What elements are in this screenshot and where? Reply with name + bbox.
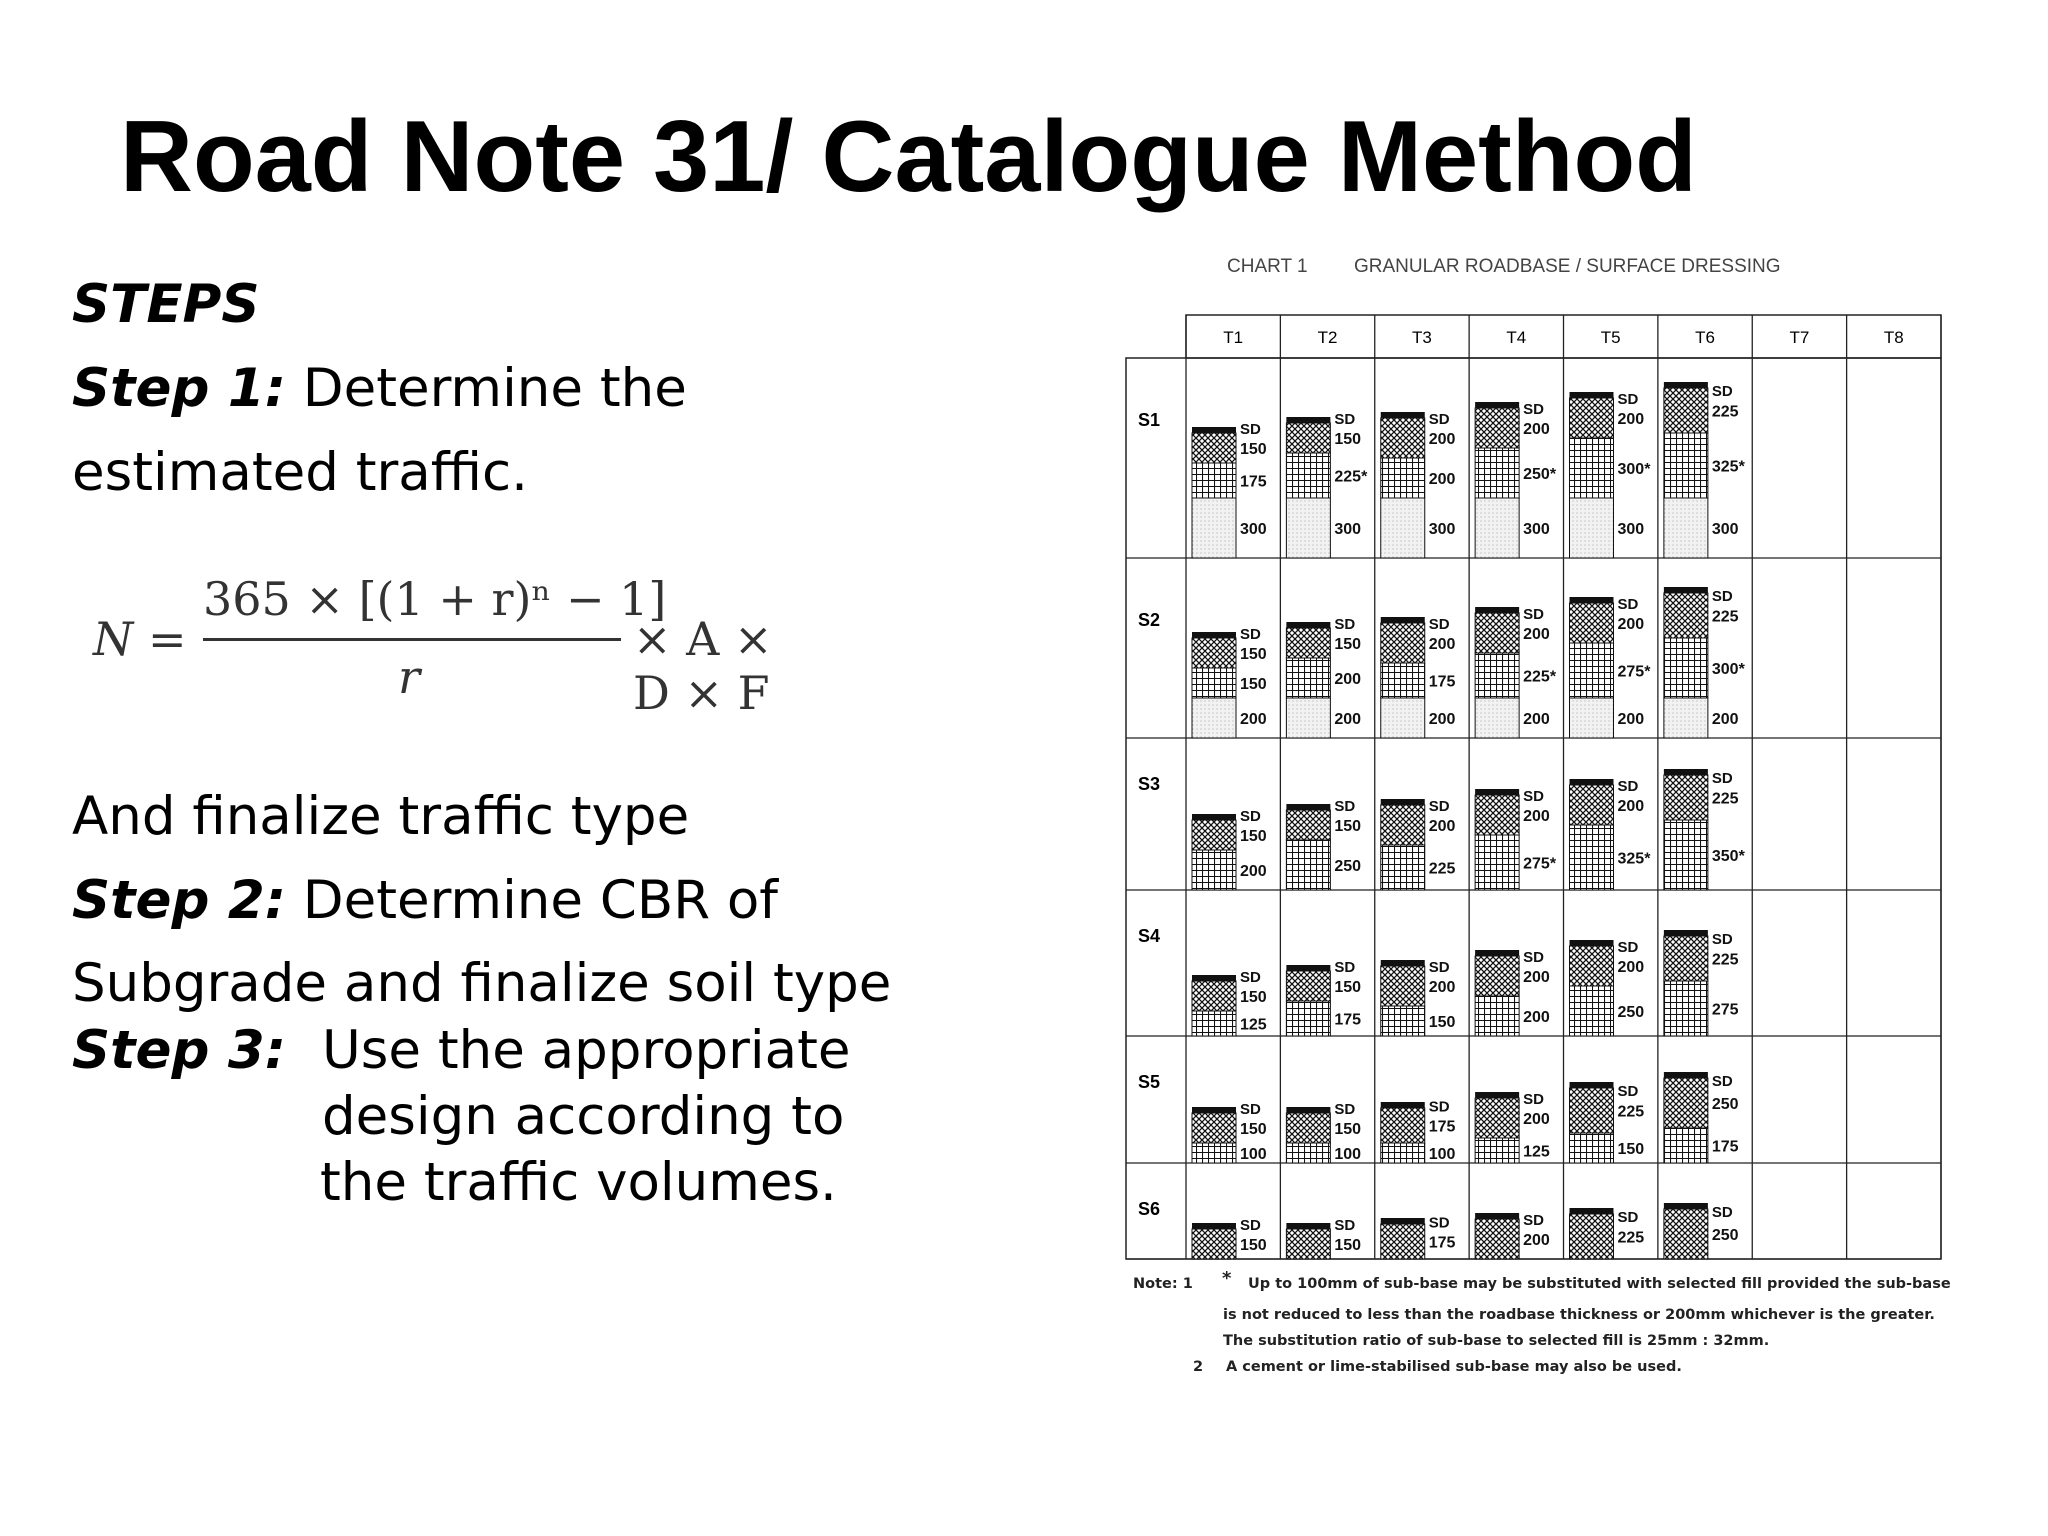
surface-dressing-label: SD bbox=[1617, 1083, 1639, 1100]
fraction-bar bbox=[203, 638, 621, 641]
surface-dressing-label: SD bbox=[1617, 596, 1639, 613]
step-3-text: Use the appropriate bbox=[322, 1020, 851, 1081]
surface-dressing-layer bbox=[1286, 965, 1330, 971]
traffic-formula bbox=[93, 572, 823, 720]
roadbase-layer bbox=[1570, 946, 1614, 986]
surface-dressing-label: SD bbox=[1240, 1101, 1261, 1118]
subbase-layer bbox=[1286, 453, 1330, 498]
subbase-layer bbox=[1475, 996, 1519, 1036]
subbase-layer bbox=[1286, 1001, 1330, 1036]
note-line-3: The substitution ratio of sub-base to selected fill is 25mm : 32mm. bbox=[1223, 1333, 1770, 1349]
selected-fill-layer-label: 300 bbox=[1240, 521, 1267, 538]
subbase-layer-label: 275* bbox=[1523, 855, 1557, 873]
roadbase-layer bbox=[1286, 1113, 1330, 1143]
column-header-t8: T8 bbox=[1883, 328, 1904, 347]
subbase-layer-label: 125 bbox=[1523, 1143, 1550, 1161]
roadbase-layer-label: 200 bbox=[1428, 636, 1456, 653]
roadbase-layer-label: 200 bbox=[1617, 616, 1645, 633]
surface-dressing-label: SD bbox=[1334, 798, 1356, 815]
roadbase-layer bbox=[1570, 1088, 1614, 1133]
subbase-layer-label: 200 bbox=[1523, 1009, 1550, 1026]
roadbase-layer-label: 150 bbox=[1240, 1237, 1267, 1254]
selected-fill-layer-label: 300 bbox=[1334, 521, 1362, 538]
subbase-layer bbox=[1664, 981, 1708, 1036]
subbase-layer bbox=[1192, 668, 1236, 698]
surface-dressing-label: SD bbox=[1240, 808, 1261, 825]
surface-dressing-label: SD bbox=[1334, 959, 1356, 976]
row-label-s3: S3 bbox=[1138, 774, 1161, 794]
roadbase-layer bbox=[1286, 810, 1330, 840]
roadbase-layer bbox=[1192, 1229, 1236, 1259]
subbase-layer-label: 250 bbox=[1334, 858, 1362, 875]
roadbase-layer-label: 150 bbox=[1334, 979, 1362, 996]
surface-dressing-label: SD bbox=[1334, 411, 1356, 428]
surface-dressing-label: SD bbox=[1523, 788, 1544, 805]
roadbase-layer bbox=[1570, 1214, 1614, 1259]
roadbase-layer-label: 200 bbox=[1428, 979, 1456, 996]
surface-dressing-label: SD bbox=[1334, 1101, 1356, 1118]
roadbase-layer-label: 225 bbox=[1711, 403, 1739, 421]
surface-dressing-label: SD bbox=[1711, 1204, 1733, 1221]
note-line-2: is not reduced to less than the roadbase thickness or 200mm whichever is the greater. bbox=[1223, 1307, 1935, 1323]
roadbase-layer-label: 200 bbox=[1523, 421, 1550, 438]
surface-dressing-layer bbox=[1570, 597, 1614, 603]
subbase-layer-label: 200 bbox=[1240, 863, 1267, 880]
surface-dressing-label: SD bbox=[1711, 1073, 1733, 1090]
roadbase-layer-label: 200 bbox=[1523, 969, 1550, 986]
subbase-layer-label: 200 bbox=[1428, 471, 1456, 488]
subbase-layer-label: 150 bbox=[1240, 676, 1267, 693]
surface-dressing-layer bbox=[1192, 1107, 1236, 1113]
roadbase-layer bbox=[1381, 966, 1425, 1006]
selected-fill-layer-label: 300 bbox=[1523, 521, 1550, 538]
roadbase-layer-label: 200 bbox=[1428, 818, 1456, 835]
selected-fill-layer-label: 200 bbox=[1428, 711, 1456, 728]
subbase-layer bbox=[1286, 1143, 1330, 1163]
roadbase-layer bbox=[1570, 398, 1614, 438]
subbase-layer bbox=[1192, 463, 1236, 498]
subbase-layer bbox=[1475, 1138, 1519, 1163]
roadbase-layer-label: 200 bbox=[1523, 626, 1550, 643]
surface-dressing-layer bbox=[1192, 814, 1236, 820]
selected-fill-layer bbox=[1286, 498, 1330, 558]
roadbase-layer bbox=[1664, 775, 1708, 820]
surface-dressing-label: SD bbox=[1711, 588, 1733, 605]
surface-dressing-layer bbox=[1381, 1102, 1425, 1108]
selected-fill-layer bbox=[1381, 498, 1425, 558]
column-header-t2: T2 bbox=[1317, 328, 1338, 347]
roadbase-layer-label: 250 bbox=[1711, 1227, 1739, 1244]
selected-fill-layer-label: 200 bbox=[1523, 711, 1550, 728]
roadbase-layer bbox=[1664, 593, 1708, 638]
roadbase-layer-label: 150 bbox=[1334, 431, 1362, 448]
surface-dressing-layer bbox=[1286, 622, 1330, 628]
surface-dressing-label: SD bbox=[1711, 383, 1733, 400]
selected-fill-layer bbox=[1475, 498, 1519, 558]
column-header-t3: T3 bbox=[1412, 328, 1432, 347]
note-2-label: 2 bbox=[1193, 1359, 1204, 1375]
note-line-1: Up to 100mm of sub-base may be substituted with selected fill provided the sub-base bbox=[1248, 1276, 1951, 1292]
subbase-layer-label: 275 bbox=[1711, 1001, 1739, 1019]
subbase-layer-label: 325* bbox=[1617, 850, 1651, 868]
roadbase-layer bbox=[1664, 1078, 1708, 1128]
roadbase-layer-label: 200 bbox=[1523, 1111, 1550, 1128]
roadbase-layer-label: 175 bbox=[1428, 1118, 1456, 1136]
subbase-layer bbox=[1570, 1133, 1614, 1163]
subbase-layer bbox=[1192, 850, 1236, 890]
roadbase-layer bbox=[1475, 1219, 1519, 1259]
roadbase-layer-label: 150 bbox=[1240, 646, 1267, 663]
step-2: Step 2: Determine CBR of bbox=[72, 870, 778, 931]
selected-fill-layer-label: 200 bbox=[1334, 711, 1362, 728]
roadbase-layer bbox=[1286, 971, 1330, 1001]
slide-title: Road Note 31/ Catalogue Method bbox=[120, 101, 1697, 213]
surface-dressing-label: SD bbox=[1240, 969, 1261, 986]
roadbase-layer bbox=[1475, 956, 1519, 996]
surface-dressing-label: SD bbox=[1523, 401, 1544, 418]
subbase-layer-label: 175 bbox=[1711, 1138, 1739, 1156]
surface-dressing-label: SD bbox=[1711, 931, 1733, 948]
roadbase-layer bbox=[1192, 1113, 1236, 1143]
subbase-layer-label: 150 bbox=[1428, 1014, 1456, 1031]
surface-dressing-layer bbox=[1381, 960, 1425, 966]
surface-dressing-label: SD bbox=[1428, 959, 1450, 976]
subbase-layer bbox=[1192, 1143, 1236, 1163]
surface-dressing-label: SD bbox=[1428, 1214, 1450, 1232]
surface-dressing-label: SD bbox=[1711, 770, 1733, 787]
subbase-layer-label: 100 bbox=[1428, 1146, 1456, 1163]
formula-numerator: 365 × [(1 + r)ⁿ − 1] bbox=[203, 572, 667, 626]
roadbase-layer bbox=[1664, 936, 1708, 981]
subbase-layer-label: 125 bbox=[1240, 1016, 1267, 1034]
surface-dressing-layer bbox=[1664, 382, 1708, 388]
roadbase-layer bbox=[1192, 433, 1236, 463]
surface-dressing-layer bbox=[1192, 632, 1236, 638]
subbase-layer-label: 175 bbox=[1240, 473, 1267, 491]
note-line-4: A cement or lime-stabilised sub-base may also be used. bbox=[1226, 1359, 1682, 1375]
subbase-layer bbox=[1381, 458, 1425, 498]
roadbase-layer-label: 225 bbox=[1711, 951, 1739, 969]
row-label-s1: S1 bbox=[1138, 410, 1161, 430]
step-3: Step 3: bbox=[72, 1020, 286, 1081]
note-1-label: Note: 1 bbox=[1133, 1276, 1193, 1292]
chart-subtitle: GRANULAR ROADBASE / SURFACE DRESSING bbox=[1354, 256, 1781, 277]
subbase-layer-label: 350* bbox=[1711, 848, 1745, 865]
row-label-s4: S4 bbox=[1138, 926, 1161, 946]
roadbase-layer bbox=[1570, 785, 1614, 825]
subbase-layer bbox=[1664, 1128, 1708, 1163]
selected-fill-layer bbox=[1192, 698, 1236, 738]
roadbase-layer-label: 150 bbox=[1240, 1121, 1267, 1138]
finalize-traffic: And finalize traffic type bbox=[72, 786, 690, 847]
roadbase-layer-label: 225 bbox=[1617, 1103, 1645, 1121]
subbase-layer bbox=[1664, 820, 1708, 890]
roadbase-layer bbox=[1381, 418, 1425, 458]
row-label-s6: S6 bbox=[1138, 1199, 1161, 1219]
surface-dressing-layer bbox=[1664, 769, 1708, 775]
roadbase-layer-label: 225 bbox=[1711, 790, 1739, 808]
subbase-layer-label: 250* bbox=[1523, 466, 1557, 483]
subbase-layer bbox=[1664, 433, 1708, 498]
surface-dressing-label: SD bbox=[1617, 778, 1639, 795]
subbase-layer bbox=[1286, 658, 1330, 698]
step-1: Step 1: Determine the bbox=[72, 358, 687, 419]
roadbase-layer bbox=[1381, 1224, 1425, 1259]
subbase-layer-label: 100 bbox=[1334, 1146, 1362, 1163]
surface-dressing-layer bbox=[1286, 417, 1330, 423]
roadbase-layer bbox=[1475, 408, 1519, 448]
subbase-layer bbox=[1475, 448, 1519, 498]
subbase-layer bbox=[1475, 653, 1519, 698]
surface-dressing-layer bbox=[1475, 950, 1519, 956]
column-header-t1: T1 bbox=[1223, 328, 1244, 347]
surface-dressing-label: SD bbox=[1334, 1217, 1356, 1234]
subbase-layer bbox=[1664, 638, 1708, 698]
surface-dressing-label: SD bbox=[1428, 411, 1450, 428]
surface-dressing-layer bbox=[1570, 940, 1614, 946]
roadbase-layer-label: 200 bbox=[1617, 411, 1645, 428]
subbase-layer bbox=[1570, 986, 1614, 1036]
surface-dressing-label: SD bbox=[1617, 391, 1639, 408]
surface-dressing-layer bbox=[1381, 412, 1425, 418]
surface-dressing-label: SD bbox=[1428, 798, 1450, 815]
subbase-layer bbox=[1192, 1011, 1236, 1036]
roadbase-layer-label: 150 bbox=[1334, 1121, 1362, 1138]
selected-fill-layer bbox=[1664, 698, 1708, 738]
surface-dressing-layer bbox=[1192, 427, 1236, 433]
roadbase-layer bbox=[1192, 820, 1236, 850]
subbase-layer bbox=[1570, 643, 1614, 698]
subbase-layer-label: 225 bbox=[1428, 860, 1456, 878]
subbase-layer-label: 300* bbox=[1617, 461, 1651, 478]
selected-fill-layer bbox=[1570, 698, 1614, 738]
row-label-s5: S5 bbox=[1138, 1072, 1161, 1092]
step-3-cont: design according to bbox=[322, 1086, 845, 1147]
roadbase-layer bbox=[1664, 1209, 1708, 1259]
surface-dressing-layer bbox=[1664, 587, 1708, 593]
step-2-cont: Subgrade and finalize soil type bbox=[72, 953, 892, 1014]
surface-dressing-layer bbox=[1475, 1213, 1519, 1219]
selected-fill-layer bbox=[1381, 698, 1425, 738]
surface-dressing-layer bbox=[1475, 1092, 1519, 1098]
surface-dressing-layer bbox=[1286, 1223, 1330, 1229]
roadbase-layer-label: 150 bbox=[1334, 636, 1362, 653]
subbase-layer-label: 150 bbox=[1617, 1141, 1645, 1158]
surface-dressing-label: SD bbox=[1523, 1212, 1544, 1229]
subbase-layer-label: 250 bbox=[1617, 1004, 1645, 1021]
surface-dressing-layer bbox=[1381, 1218, 1425, 1224]
subbase-layer bbox=[1570, 438, 1614, 498]
step-1-cont: estimated traffic. bbox=[72, 442, 528, 503]
selected-fill-layer-label: 200 bbox=[1711, 711, 1739, 728]
roadbase-layer-label: 150 bbox=[1334, 1237, 1362, 1254]
column-header-t5: T5 bbox=[1600, 328, 1621, 347]
roadbase-layer-label: 200 bbox=[1617, 959, 1645, 976]
column-header-t7: T7 bbox=[1789, 328, 1810, 347]
subbase-layer bbox=[1381, 663, 1425, 698]
roadbase-layer bbox=[1570, 603, 1614, 643]
subbase-layer bbox=[1381, 1143, 1425, 1163]
subbase-layer-label: 325* bbox=[1711, 458, 1745, 476]
roadbase-layer bbox=[1664, 388, 1708, 433]
roadbase-layer-label: 175 bbox=[1428, 1234, 1456, 1252]
subbase-layer-label: 175 bbox=[1334, 1011, 1362, 1029]
surface-dressing-label: SD bbox=[1523, 606, 1544, 623]
roadbase-layer bbox=[1381, 623, 1425, 663]
roadbase-layer bbox=[1192, 981, 1236, 1011]
selected-fill-layer-label: 200 bbox=[1617, 711, 1645, 728]
roadbase-layer bbox=[1381, 1108, 1425, 1143]
roadbase-layer-label: 150 bbox=[1240, 989, 1267, 1006]
surface-dressing-layer bbox=[1475, 607, 1519, 613]
subbase-layer-label: 100 bbox=[1240, 1146, 1267, 1163]
roadbase-layer bbox=[1286, 628, 1330, 658]
subbase-layer bbox=[1475, 835, 1519, 890]
roadbase-layer-label: 225 bbox=[1711, 608, 1739, 626]
surface-dressing-label: SD bbox=[1240, 626, 1261, 643]
subbase-layer-label: 200 bbox=[1334, 671, 1362, 688]
roadbase-layer-label: 225 bbox=[1617, 1229, 1645, 1247]
roadbase-layer-label: 150 bbox=[1240, 441, 1267, 458]
subbase-layer-label: 275* bbox=[1617, 663, 1651, 681]
column-header-t6: T6 bbox=[1695, 328, 1715, 347]
subbase-layer-label: 225* bbox=[1334, 468, 1368, 486]
roadbase-layer bbox=[1286, 423, 1330, 453]
roadbase-layer bbox=[1192, 638, 1236, 668]
step-3-cont2: the traffic volumes. bbox=[320, 1152, 837, 1213]
formula-eq: = bbox=[148, 612, 187, 666]
selected-fill-layer bbox=[1664, 498, 1708, 558]
roadbase-layer bbox=[1286, 1229, 1330, 1259]
surface-dressing-label: SD bbox=[1523, 1091, 1544, 1108]
surface-dressing-label: SD bbox=[1617, 1209, 1639, 1226]
selected-fill-layer-label: 300 bbox=[1428, 521, 1456, 538]
surface-dressing-layer bbox=[1664, 930, 1708, 936]
surface-dressing-label: SD bbox=[1240, 1217, 1261, 1234]
surface-dressing-label: SD bbox=[1240, 421, 1261, 438]
surface-dressing-layer bbox=[1570, 779, 1614, 785]
surface-dressing-layer bbox=[1475, 402, 1519, 408]
roadbase-layer-label: 200 bbox=[1523, 808, 1550, 825]
subbase-layer bbox=[1570, 825, 1614, 890]
roadbase-layer-label: 150 bbox=[1240, 828, 1267, 845]
surface-dressing-layer bbox=[1570, 1082, 1614, 1088]
selected-fill-layer-label: 300 bbox=[1617, 521, 1645, 538]
roadbase-layer bbox=[1381, 805, 1425, 845]
surface-dressing-layer bbox=[1475, 789, 1519, 795]
subbase-layer bbox=[1286, 840, 1330, 890]
roadbase-layer bbox=[1475, 795, 1519, 835]
roadbase-layer bbox=[1475, 613, 1519, 653]
selected-fill-layer bbox=[1475, 698, 1519, 738]
surface-dressing-layer bbox=[1664, 1203, 1708, 1209]
roadbase-layer-label: 200 bbox=[1523, 1232, 1550, 1249]
note-star: * bbox=[1222, 1268, 1232, 1289]
surface-dressing-layer bbox=[1570, 392, 1614, 398]
roadbase-layer-label: 250 bbox=[1711, 1096, 1739, 1113]
design-chart bbox=[1100, 240, 1960, 1380]
column-header-t4: T4 bbox=[1506, 328, 1527, 347]
formula-factors: × A × D × F bbox=[633, 612, 773, 720]
surface-dressing-layer bbox=[1192, 975, 1236, 981]
surface-dressing-label: SD bbox=[1617, 939, 1639, 956]
steps-heading: STEPS bbox=[72, 274, 260, 335]
selected-fill-layer bbox=[1192, 498, 1236, 558]
formula-denominator: r bbox=[398, 650, 420, 704]
surface-dressing-label: SD bbox=[1428, 616, 1450, 633]
selected-fill-layer bbox=[1570, 498, 1614, 558]
chart-title: CHART 1 bbox=[1227, 256, 1308, 277]
roadbase-layer-label: 200 bbox=[1428, 431, 1456, 448]
subbase-layer-label: 175 bbox=[1428, 673, 1456, 691]
row-label-s2: S2 bbox=[1138, 610, 1161, 630]
selected-fill-layer-label: 200 bbox=[1240, 711, 1267, 728]
surface-dressing-layer bbox=[1286, 1107, 1330, 1113]
roadbase-layer bbox=[1475, 1098, 1519, 1138]
surface-dressing-layer bbox=[1570, 1208, 1614, 1214]
surface-dressing-label: SD bbox=[1428, 1098, 1450, 1116]
surface-dressing-layer bbox=[1192, 1223, 1236, 1229]
surface-dressing-layer bbox=[1286, 804, 1330, 810]
roadbase-layer-label: 150 bbox=[1334, 818, 1362, 835]
formula-lhs: N bbox=[93, 612, 134, 666]
selected-fill-layer bbox=[1286, 698, 1330, 738]
subbase-layer-label: 300* bbox=[1711, 661, 1745, 678]
surface-dressing-label: SD bbox=[1523, 949, 1544, 966]
selected-fill-layer-label: 300 bbox=[1711, 521, 1739, 538]
subbase-layer bbox=[1381, 1006, 1425, 1036]
surface-dressing-layer bbox=[1381, 617, 1425, 623]
subbase-layer bbox=[1381, 845, 1425, 890]
surface-dressing-layer bbox=[1664, 1072, 1708, 1078]
roadbase-layer-label: 200 bbox=[1617, 798, 1645, 815]
surface-dressing-layer bbox=[1381, 799, 1425, 805]
surface-dressing-label: SD bbox=[1334, 616, 1356, 633]
subbase-layer-label: 225* bbox=[1523, 668, 1557, 686]
